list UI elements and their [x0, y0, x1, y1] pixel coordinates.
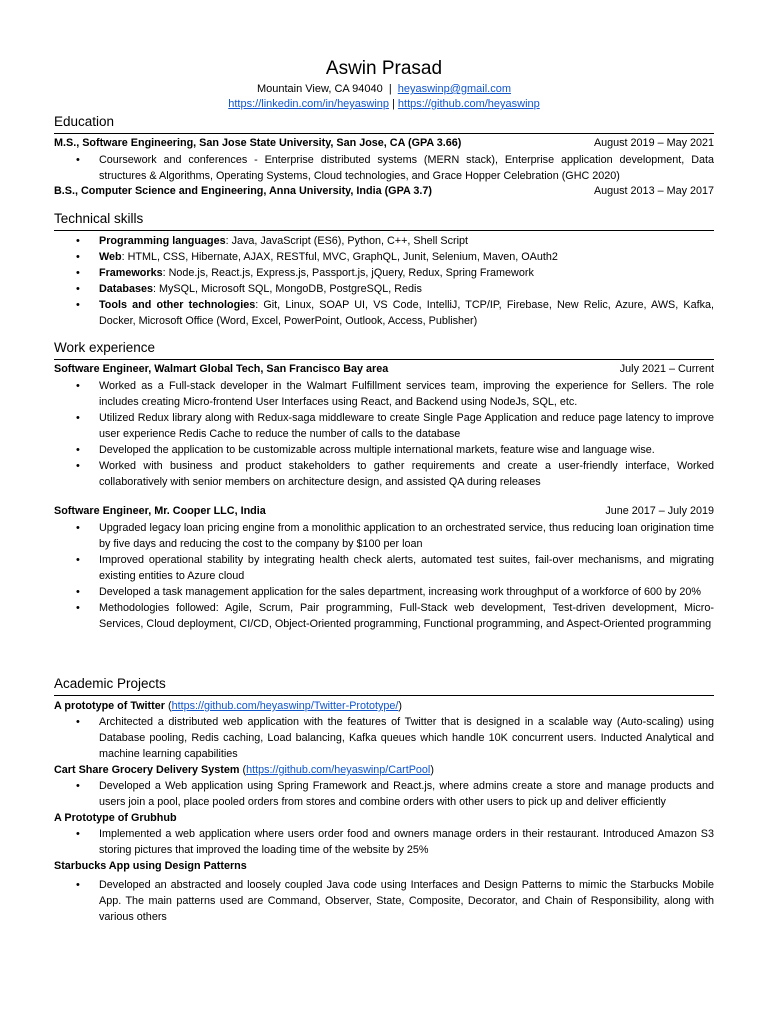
bullet-icon: • [76, 411, 80, 424]
section-title: Academic Projects [54, 676, 714, 696]
list-item: • Tools and other technologies: Git, Linux, SOAP UI, VS Code, IntelliJ, TCP/IP, Firebase, New Relic, Azure, AWS, Kafka, Docker, Microsoft Office (Word, Excel, PowerPoint, Outlook, Access, Publisher) [76, 299, 715, 327]
project-title: A prototype of Twitter (https://github.com/heyaswinp/Twitter-Prototype/) [54, 700, 403, 712]
section-title: Education [54, 114, 714, 134]
bullet-icon: • [76, 585, 80, 598]
bullet-icon: • [76, 379, 80, 392]
bullet-icon: • [76, 828, 80, 840]
list-item: • Utilized Redux library along with Redux-saga middleware to create Single Page Application and reduce page latency to improve user experience Redis Cache to reduce the number of calls to the database [76, 411, 714, 440]
dates: June 2017 – July 2019 [605, 505, 714, 517]
project-link[interactable]: https://github.com/heyaswinp/CartPool [246, 764, 431, 776]
education-entry-2 [54, 184, 714, 200]
work-section [54, 340, 714, 490]
location: Mountain View, CA 94040 [256, 83, 383, 95]
section-title: Technical skills [54, 211, 714, 231]
job-header [54, 504, 714, 520]
contact-line-2: https://linkedin.com/in/heyaswinp | https://github.com/heyaswinp [228, 98, 540, 110]
section-title: Work experience [54, 340, 714, 360]
job-2 [54, 504, 714, 632]
project-title: Cart Share Grocery Delivery System (https://github.com/heyaswinp/CartPool) [54, 764, 434, 776]
job-header [54, 362, 714, 378]
list-item: • Coursework and conferences - Enterprise distributed systems (MERN stack), Enterprise application development, Data structures & Algorithms, Operating Systems, Cloud technologies, and Grace Hopper Celebration (GHC 2020) [76, 153, 714, 182]
list-item: • Upgraded legacy loan pricing engine from a monolithic application to an orchestrated service, thus reducing loan origination time by five days and reducing the cost to the company by $100 per loan [76, 521, 714, 550]
degree: B.S., Computer Science and Engineering, Anna University, India (GPA 3.7) [54, 184, 432, 197]
project-title: A Prototype of Grubhub [54, 812, 177, 824]
list-item: • Developed the application to be customizable across multiple international markets, feature wise and language wise. [76, 443, 655, 456]
list-item: • Frameworks: Node.js, React.js, Express.js, Passport.js, jQuery, Redux, Spring Framework [76, 267, 534, 279]
list-item: • Programming languages: Java, JavaScript (ES6), Python, C++, Shell Script [76, 235, 469, 247]
contact-line-1: Mountain View, CA 94040 | heyaswinp@gmail.com [256, 83, 512, 95]
bullet-icon: • [76, 716, 80, 728]
linkedin-link[interactable]: https://linkedin.com/in/heyaswinp [228, 98, 390, 110]
github-link[interactable]: https://github.com/heyaswinp [397, 98, 540, 110]
candidate-name: Aswin Prasad [325, 58, 443, 79]
bullet-icon: • [76, 235, 80, 247]
list-item: • Databases: MySQL, Microsoft SQL, MongoDB, PostgreSQL, Redis [76, 283, 422, 295]
email-link[interactable]: heyaswinp@gmail.com [397, 83, 512, 95]
project-title: Starbucks App using Design Patterns [54, 860, 247, 872]
bullet-icon: • [76, 780, 80, 792]
education-section [54, 114, 714, 199]
project-link[interactable]: https://github.com/heyaswinp/Twitter-Prototype/ [171, 700, 399, 712]
bullet-icon: • [76, 879, 80, 891]
list-item: • Developed a task management application for the sales department, increasing work throughput of a workforce of 600 by 20% [76, 585, 701, 598]
list-item: • Developed an abstracted and loosely coupled Java code using Interfaces and Design Patterns to mimic the Starbucks Mobile App. The main patterns used are Command, Observer, State, Composite, Decorator, and Chain of Responsibility, along with various others [76, 879, 714, 923]
bullet-icon: • [76, 601, 80, 614]
bullet-icon: • [76, 251, 80, 263]
bullet-icon: • [76, 267, 80, 279]
dates: August 2019 – May 2021 [593, 137, 714, 149]
degree: M.S., Software Engineering, San Jose State University, San Jose, CA (GPA 3.66) [54, 137, 462, 149]
list-item: • Architected a distributed web application with the features of Twitter that is designed in a scalable way (Auto-scaling) using Database pooling, Redis caching, Load balancing, Kafka queues which handle 10K concurrent users. Inducted Analytical and machine learning capabilities [76, 716, 714, 760]
list-item: • Worked as a Full-stack developer in the Walmart Fulfillment services team, improving the experience for Sellers. The role includes creating Micro-frontend User Interfaces using React, and Backend using NodeJs, SQL, etc. [76, 379, 714, 408]
list-item: • Methodologies followed: Agile, Scrum, Pair programming, Full-Stack web development, Test-driven development, Micro-Services, Cloud deployment, CI/CD, Object-Oriented programming, Functional programming, and Aspect-Oriented programming [76, 601, 714, 630]
list-item: • Worked with business and product stakeholders to gather requirements and create a user-friendly interface, Worked collaboratively with senior members on architecture design, and assisted QA during releases [76, 459, 714, 488]
bullet-icon: • [76, 521, 80, 534]
list-item: • Web: HTML, CSS, Hibernate, AJAX, RESTful, MVC, GraphQL, Junit, Selenium, Maven, OAuth2 [76, 251, 558, 263]
bullet-icon: • [76, 153, 80, 166]
bullet-icon: • [76, 459, 80, 472]
bullet-icon: • [76, 283, 80, 295]
job-role: Software Engineer, Walmart Global Tech, San Francisco Bay area [54, 363, 389, 375]
list-item: • Developed a Web application using Spring Framework and React.js, where admins create a store and manage products and users join a pool, place pooled orders from stores and combine orders with other users to pick up and deliver efficiently [76, 780, 714, 808]
projects-section [54, 676, 714, 925]
education-entry-1 [54, 136, 714, 152]
list-item: • Improved operational stability by integrating health check alerts, automated test suites, fail-over mechanisms, and migrating existing entities to Azure cloud [76, 553, 714, 582]
list-item: • Implemented a web application where users order food and owners manage orders in their restaurant. Introduced Amazon S3 storing pictures that improved the loading time of the website by 25% [76, 828, 714, 856]
job-role: Software Engineer, Mr. Cooper LLC, India [54, 505, 266, 517]
bullet-icon: • [76, 299, 80, 311]
dates: August 2013 – May 2017 [593, 184, 714, 197]
bullet-icon: • [76, 443, 80, 456]
bullet-icon: • [76, 553, 80, 566]
skills-section [54, 211, 714, 329]
dates: July 2021 – Current [619, 363, 714, 375]
